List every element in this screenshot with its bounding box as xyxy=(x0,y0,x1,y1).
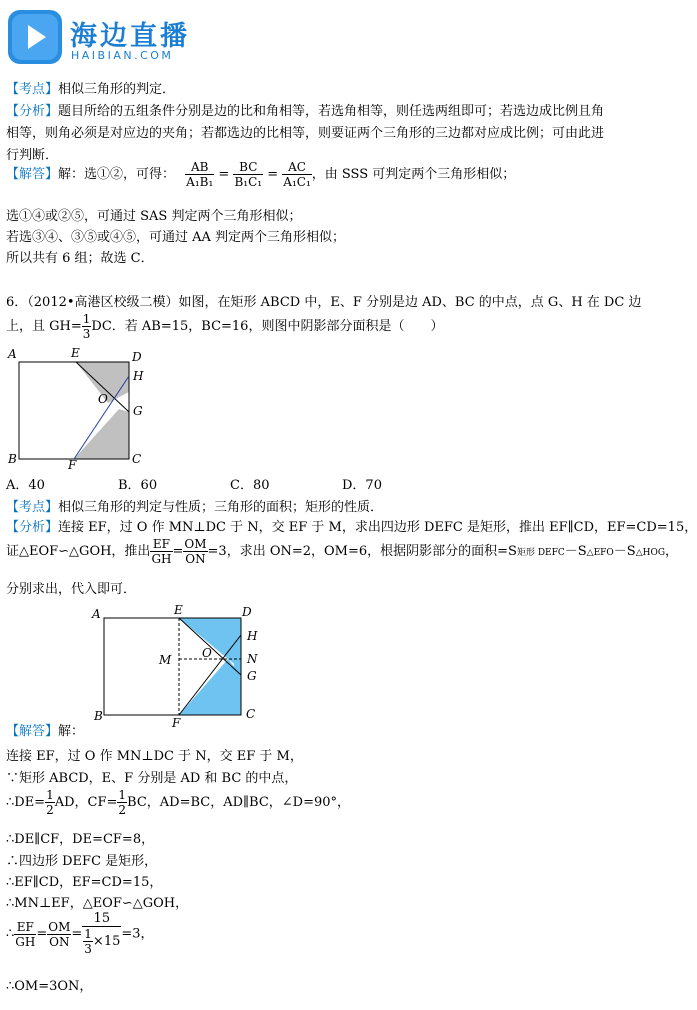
frac-num: 1 xyxy=(84,927,92,941)
frac-den xyxy=(82,927,121,956)
jieda-pre: 解：选①②，可得： xyxy=(58,167,176,182)
frac-den: A₁B₁ xyxy=(186,175,214,189)
q6-line2 xyxy=(6,312,443,341)
s8-eq2: = xyxy=(71,926,83,942)
fraction xyxy=(117,788,127,817)
logo-subtitle: HAIBIAN.COM xyxy=(71,49,174,62)
frac-den: 2 xyxy=(46,803,54,817)
sec5-fenxi-3: 行判断． xyxy=(6,148,59,163)
fraction xyxy=(185,160,214,189)
sec5-kaodian xyxy=(6,78,175,97)
option-b: B．60 xyxy=(118,478,158,493)
q6-s6: ∴EF∥CD，EF=CD=15， xyxy=(6,875,163,890)
fenxi-d: ， xyxy=(665,544,679,559)
s8-post: =3， xyxy=(121,926,154,942)
frac-num: BC xyxy=(233,160,263,175)
fig1-label-O: O xyxy=(98,392,108,406)
q6-jieda xyxy=(6,720,84,739)
frac-num: EF xyxy=(14,920,36,935)
q6-kaodian xyxy=(6,496,383,515)
fig1-label-B: B xyxy=(8,452,17,466)
fraction xyxy=(82,912,121,956)
fig1-label-G: G xyxy=(133,404,143,418)
frac-den-post: ×15 xyxy=(92,934,121,949)
logo-title: 海边直播 xyxy=(70,21,190,52)
fraction xyxy=(282,160,311,189)
q6-s5: ∴四边形 DEFC 是矩形， xyxy=(6,854,158,869)
q6-s1: 连接 EF，过 O 作 MN⊥DC 于 N，交 EF 于 M， xyxy=(6,749,303,764)
fig2-label-F: F xyxy=(172,716,181,730)
kaodian-text: 相似三角形的判定． xyxy=(58,82,176,97)
fig2-label-H: H xyxy=(247,629,258,643)
s3-mid: AD，CF= xyxy=(54,795,118,810)
frac-num: EF xyxy=(150,537,172,552)
fraction xyxy=(183,537,207,566)
frac-den: GH xyxy=(151,552,172,566)
fig1-label-C: C xyxy=(132,452,142,466)
fenxi-b: －S xyxy=(564,544,587,559)
q6-s2: ∵矩形 ABCD，E、F 分别是 AD 和 BC 的中点， xyxy=(6,771,298,786)
play-logo-icon xyxy=(8,10,62,64)
fig2-label-B: B xyxy=(94,709,103,723)
fenxi-a: DEFC xyxy=(534,548,565,558)
frac-num: OM xyxy=(184,537,207,551)
option-c: C．80 xyxy=(230,478,270,493)
jieda-post: ，由 SSS 可判定两个三角形相似； xyxy=(311,167,516,182)
s3-pre: ∴DE= xyxy=(6,795,46,810)
frac-den: 3 xyxy=(84,942,92,956)
frac-den: A₁C₁ xyxy=(283,175,311,189)
s3-post: BC，AD=BC，AD∥BC，∠D=90°， xyxy=(127,795,351,810)
fenxi-text: 连接 EF，过 O 作 MN⊥DC 于 N，交 EF 于 M，求出四边形 DEFC 是矩形，推出 EF∥CD，EF=CD=15， xyxy=(58,520,697,535)
s8-eq: = xyxy=(36,926,48,942)
fraction xyxy=(233,160,263,189)
q6-line2-pre: 上，且 GH= xyxy=(6,319,82,334)
fig1-label-E: E xyxy=(71,346,80,360)
jieda-tag: 【解答】 xyxy=(6,724,59,739)
figure-2 xyxy=(86,602,266,732)
jieda-tag: 【解答】 xyxy=(6,167,59,182)
fenxi-pre: 证△EOF∽△GOH，推出 xyxy=(6,544,151,559)
fig2-label-N: N xyxy=(247,652,258,666)
q6-fenxi-1 xyxy=(6,516,697,535)
option-d: D．70 xyxy=(342,478,382,493)
shade-bottom xyxy=(74,409,129,459)
figure-1 xyxy=(2,345,162,470)
fig2-label-D: D xyxy=(242,605,252,619)
fraction xyxy=(45,788,55,817)
q6-s9: ∴OM=3ON， xyxy=(6,979,93,994)
option-a: A．40 xyxy=(6,478,45,493)
sec5-line3: 若选③④、③⑤或④⑤，可通过 AA 判定两个三角形相似； xyxy=(6,230,346,245)
kaodian-tag: 【考点】 xyxy=(6,500,59,515)
shade-top-blue xyxy=(179,618,241,669)
sec5-line4: 所以共有 6 组；故选 C． xyxy=(6,251,154,266)
frac-den: ON xyxy=(185,552,206,566)
fraction xyxy=(82,312,92,341)
fig1-label-H: H xyxy=(133,369,144,383)
fig2-label-C: C xyxy=(246,707,256,721)
fenxi-text: 题目所给的五组条件分别是边的比和角相等，若选角相等，则任选两组即可；若选边成比例且角 xyxy=(58,104,605,119)
sec5-fenxi-1 xyxy=(6,100,604,119)
kaodian-text: 相似三角形的判定与性质；三角形的面积；矩形的性质． xyxy=(58,500,384,515)
frac-den: ON xyxy=(49,934,70,949)
sec5-line2: 选①④或②⑤，可通过 SAS 判定两个三角形相似； xyxy=(6,209,302,224)
fig2-label-A: A xyxy=(92,607,101,621)
frac-den: 2 xyxy=(118,803,127,817)
frac-den: GH xyxy=(15,934,36,949)
sub-rect: 矩形 xyxy=(516,548,535,558)
fraction xyxy=(47,920,71,949)
frac-num: AB xyxy=(185,160,214,175)
fig2-label-E: E xyxy=(174,603,183,617)
q6-s7: ∴MN⊥EF，△EOF∽△GOH， xyxy=(6,896,189,911)
frac-num: 15 xyxy=(82,912,121,927)
frac-den: 3 xyxy=(82,327,91,341)
frac-num: 1 xyxy=(118,788,127,802)
sec5-jieda: 【解答】解：选①②，可得： $\frac{AB}{\text{A₁B₁}}$ = $\frac{BC}{\text{B₁C₁}}$ = $\frac{AC}{\text{A₁C₁}}$ ，由 SSS 可判定两个三角形相似； xyxy=(6,160,516,189)
fenxi-tag: 【分析】 xyxy=(6,104,59,119)
sub-hog: △HOG xyxy=(635,548,666,558)
q6-s4: ∴DE∥CF，DE=CF=8， xyxy=(6,832,155,847)
inner-fraction xyxy=(83,927,93,956)
q6-fenxi-2: 证△EOF∽△GOH，推出 $\frac{EF}{GH}$ = $\frac{OM}{ON}$ =3，求出 ON=2，OM=6，根据阴影部分的面积=S矩形 DEFC－S△EFO－S△HOG， xyxy=(6,537,679,566)
fig2-label-G: G xyxy=(247,669,257,683)
fenxi-tag: 【分析】 xyxy=(6,520,59,535)
s8-pre: ∴ xyxy=(6,926,15,942)
fenxi-c: －S xyxy=(613,544,636,559)
kaodian-tag: 【考点】 xyxy=(6,82,59,97)
jieda-text: 解： xyxy=(58,724,85,739)
shade-bottom-blue xyxy=(179,659,241,715)
frac-num: OM xyxy=(48,919,71,934)
fig2-label-O: O xyxy=(202,646,212,660)
fig1-label-F: F xyxy=(68,458,77,472)
logo xyxy=(8,8,213,66)
q6-fenxi-3: 分别求出，代入即可． xyxy=(6,582,137,597)
q6-line1: 6．（2012•高港区校级二模）如图，在矩形 ABCD 中，E、F 分别是边 AD、BC 的中点，点 G、H 在 DC 边 xyxy=(6,295,642,310)
frac-num: 1 xyxy=(82,312,91,326)
q6-line2-post: DC．若 AB=15，BC=16，则图中阴影部分面积是（ ） xyxy=(91,319,444,334)
fig1-label-D: D xyxy=(132,350,142,364)
sec5-fenxi-2: 相等，则角必须是对应边的夹角；若都选边的比相等，则要证两个三角形的三边都对应成比例；可由此进 xyxy=(6,126,605,141)
fig2-label-M: M xyxy=(159,653,172,667)
q6-s8 xyxy=(6,912,154,957)
frac-num: 1 xyxy=(46,788,54,802)
fig1-label-A: A xyxy=(8,347,17,361)
fraction xyxy=(150,537,172,566)
sub-efo: △EFO xyxy=(586,548,614,558)
q6-s3 xyxy=(6,788,350,818)
frac-den: B₁C₁ xyxy=(234,175,263,189)
fraction xyxy=(14,920,36,949)
frac-num: AC xyxy=(282,160,311,175)
fenxi-mid: =3，求出 ON=2，OM=6，根据阴影部分的面积=S xyxy=(207,544,517,559)
